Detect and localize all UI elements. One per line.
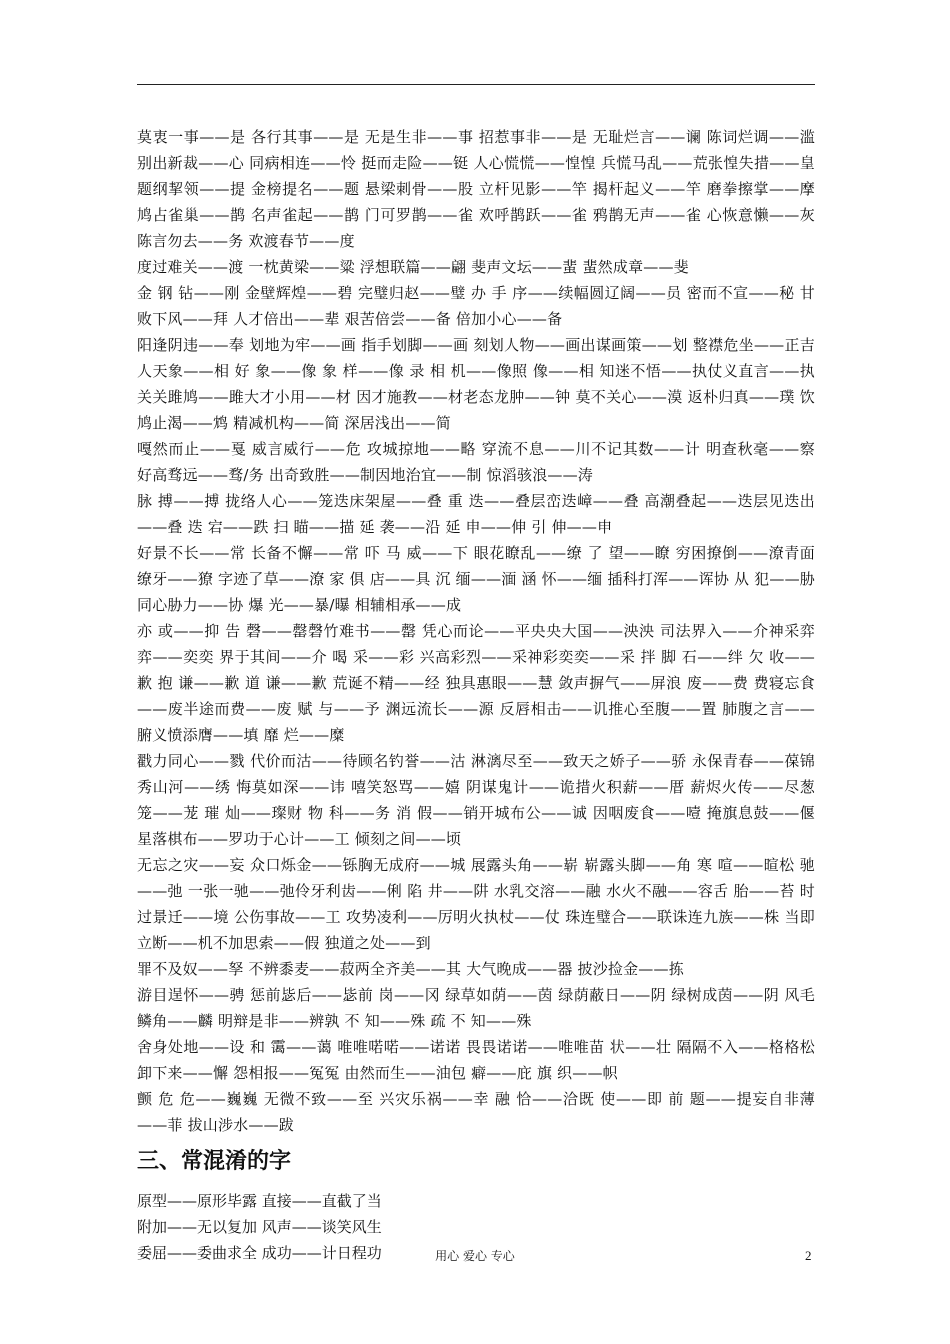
paragraph-5: 嘎然而止——戛 威言威行——危 攻城掠地——略 穿流不息——川不记其数——计 明查秋毫——察 好高骛远——骛/务 出奇致胜——制因地治宜——制 惊滔骇浪——涛 — [137, 440, 815, 484]
confusable-line-3: 委屈——委曲求全 成功——计日程功 — [137, 1244, 382, 1262]
paragraph-8: 亦 或——抑 告 磬——罄磬竹难书——罄 凭心而论——平央央大国——泱泱 司法界入——介神采弈弈——奕奕 界于其间——介 喝 采——彩 兴高彩烈——采神彩奕奕——采 拌 脚 石——绊 欠 收——歉 抱 谦——歉 道 谦——歉 荒诞不精——经 独具惠眼——慧 敛声摒气——屏浪 废——费 费寝忘食——废半途而费——废 赋 与——予 渊远流长——源 反唇相击——讥推心至腹——置 肺腹之言——腑义愤添膺——填 靡 烂——糜 — [137, 622, 815, 744]
paragraph-2: 度过难关——渡 一枕黄梁——粱 浮想联篇——翩 斐声文坛——蜚 蜚然成章——斐 — [137, 258, 689, 276]
paragraph-10: 无忘之灾——妄 众口烁金——铄胸无成府——城 展露头角——崭 崭露头脚——角 寒 喧——暄松 驰——弛 一张一驰——弛伶牙利齿——俐 陷 井——阱 水乳交溶——融 水火不融——容舌 胎——苔 时过景迁——境 公伤事故——工 攻势凌利——厉明火执杖——仗 珠连璧合——联诛连九族——株 当即立断——机不加思索——假 独道之处——到 — [137, 856, 815, 952]
paragraph-7: 好景不长——常 长备不懈——常 吓 马 威——下 眼花瞭乱——缭 了 望——瞭 穷困撩倒——潦青面缭牙——獠 字迹了草——潦 家 俱 店——具 沉 缅——湎 涵 怀——缅 插科打浑——诨协 从 犯——胁 同心胁力——协 爆 光——暴/曝 相辅相承——成 — [137, 544, 815, 614]
paragraph-13: 舍身处地——设 和 霭——蔼 唯唯喏喏——诺诺 畏畏诺诺——唯唯苗 状——壮 隔隔不入——格格松卸下来——懈 怨相报——冤冤 由然而生——油包 癖——庇 旗 织——帜 — [137, 1038, 815, 1082]
paragraph-1: 莫衷一事——是 各行其事——是 无是生非——事 招惹事非——是 无耻烂言——谰 陈词烂调——滥别出新裁——心 同病相连——怜 挺而走险——铤 人心慌慌——惶惶 兵慌马乱——荒张惶失措——皇题纲挈领——提 金榜提名——题 悬梁刺骨——股 立杆见影——竿 揭杆起义——竿 磨拳擦掌——摩鸠占雀巢——鹊 名声雀起——鹊 门可罗鹊——雀 欢呼鹊跃——雀 鸦鹊无声——雀 心恢意懒——灰陈言勿去——务 欢渡春节——度 — [137, 128, 815, 250]
paragraph-12: 游目逞怀——骋 惩前毖后——毖前 岗——冈 绿草如荫——茵 绿荫蔽日——阴 绿树成茵——阴 风毛鳞角——麟 明辩是非——辨孰 不 知——殊 疏 不 知——殊 — [137, 986, 815, 1030]
section-heading: 三、常混淆的字 — [137, 1148, 292, 1174]
paragraph-9: 戳力同心——戮 代价而沽——待顾名钓誉——沽 淋漓尽至——致天之娇子——骄 永保青春——葆锦秀山河——绣 悔莫如深——讳 嘻笑怒骂——嬉 阴谋鬼计——诡措火积薪——厝 薪烬火传——尽葱 笼——茏 璀 灿——璨财 物 科——务 消 假——销开城布公——诚 因咽废食——噎 掩旗息鼓——偃 星落棋布——罗功于心计——工 倾刻之间——顷 — [137, 752, 815, 848]
paragraph-3: 金 钢 钻——刚 金壁辉煌——碧 完璧归赵——璧 办 手 序——续幅圆辽阔——员 密而不宣——秘 甘败下风——拜 人才倍出——辈 艰苦倍尝——备 倍加小心——备 — [137, 284, 815, 328]
page-number: 2 — [805, 1248, 812, 1263]
page-footer: 用心 爱心 专心 — [435, 1249, 515, 1263]
document-body — [137, 124, 815, 1266]
paragraph-4: 阳逢阴违——奉 划地为牢——画 指手划脚——画 刻划人物——画出谋画策——划 整襟危坐——正吉人天象——相 好 象——像 象 样——像 录 相 机——像照 像——相 知迷不悟——执仗义直言——执 关关雎鸠——雎大才小用——材 因才施教——材老态龙肿——钟 莫不关心——漠 返朴归真——璞 饮鸠止渴——鸩 精减机构——简 深居浅出——简 — [137, 336, 815, 432]
confusable-line-2: 附加——无以复加 风声——谈笑风生 — [137, 1218, 382, 1236]
paragraph-11: 罪不及奴——孥 不辨黍麦——菽两全齐美——其 大气晚成——器 披沙捡金——拣 — [137, 960, 684, 978]
header-rule — [137, 84, 815, 85]
confusable-line-1: 原型——原形毕露 直接——直截了当 — [137, 1192, 382, 1210]
paragraph-6: 脉 搏——搏 拢络人心——笼迭床架屋——叠 重 迭——叠层峦迭嶂——叠 高潮叠起——迭层见迭出——叠 迭 宕——跌 扫 瞄——描 延 袭——沿 延 申——伸 引 伸——申 — [137, 492, 815, 536]
paragraph-14: 颤 危 危——巍巍 无微不致——至 兴灾乐祸——幸 融 恰——洽既 使——即 前 题——提妄自非薄——菲 拔山涉水——跋 — [137, 1090, 815, 1134]
